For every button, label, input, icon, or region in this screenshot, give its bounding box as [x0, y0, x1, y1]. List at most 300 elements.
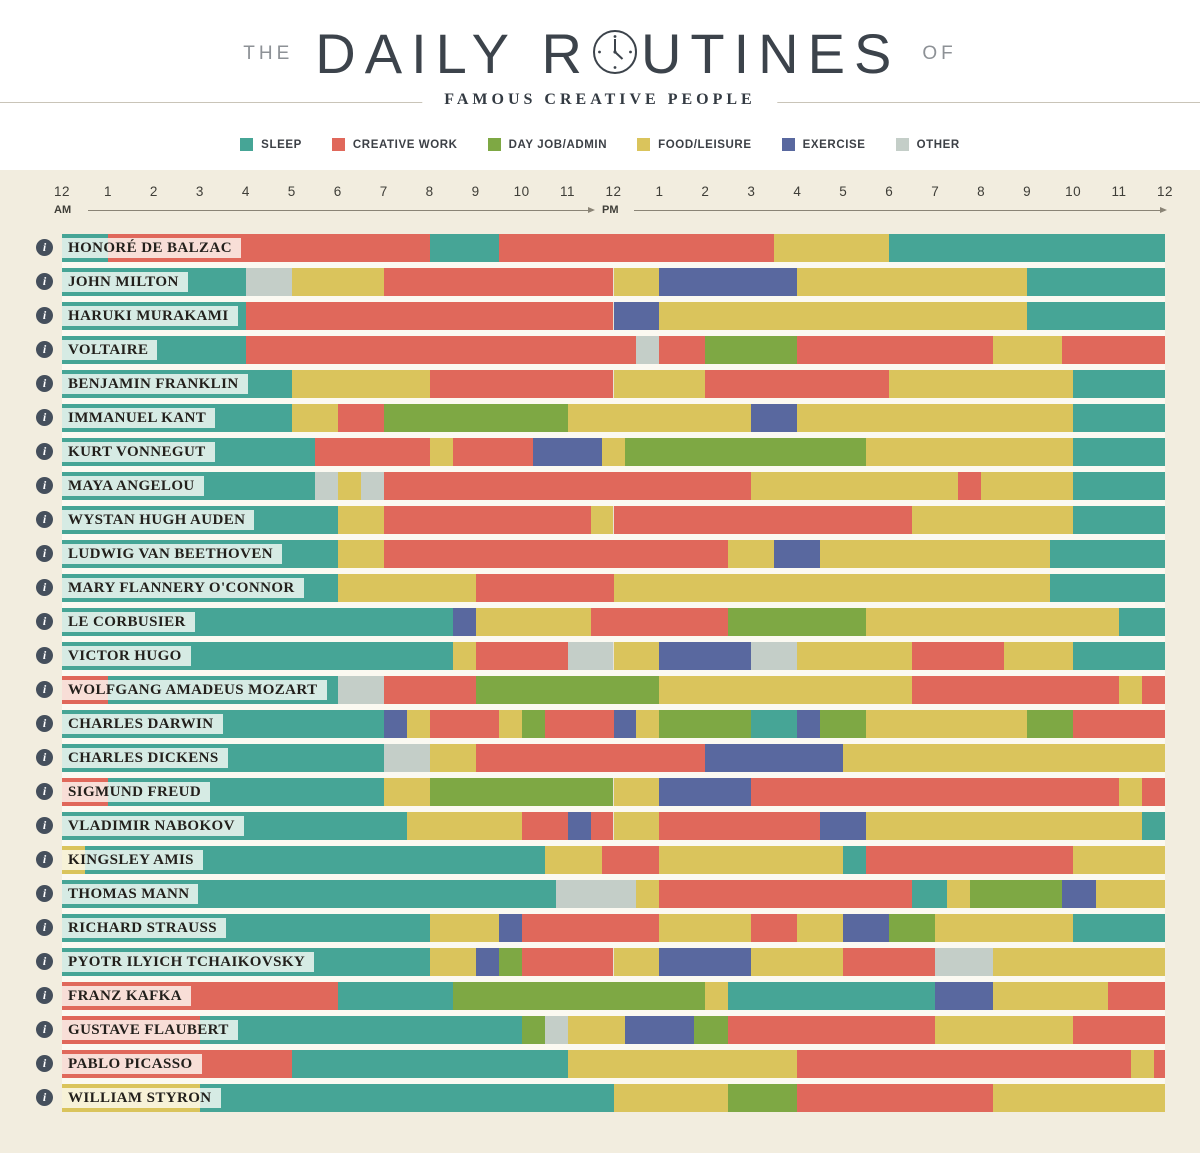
- info-icon[interactable]: i: [36, 341, 53, 358]
- activity-segment-sleep: [1027, 268, 1165, 296]
- routine-row: [42, 1084, 1165, 1112]
- legend-item-dayjob: [488, 138, 608, 151]
- activity-segment-creative: [246, 302, 614, 330]
- info-icon[interactable]: i: [36, 1021, 53, 1038]
- activity-segment-sleep: [1073, 472, 1165, 500]
- legend-swatch-dayjob: [488, 138, 501, 151]
- activity-segment-dayjob: [889, 914, 935, 942]
- activity-segment-dayjob: [522, 710, 545, 738]
- activity-segment-food: [774, 234, 889, 262]
- activity-segment-food: [751, 472, 958, 500]
- activity-segment-dayjob: [970, 880, 1062, 908]
- hour-tick: 9: [1023, 184, 1032, 199]
- routine-row: [42, 778, 1165, 806]
- info-icon[interactable]: i: [36, 443, 53, 460]
- legend-label: FOOD/LEISURE: [658, 138, 752, 151]
- activity-segment-food: [797, 914, 843, 942]
- activity-segment-creative: [545, 710, 614, 738]
- time-axis: [53, 182, 1174, 234]
- activity-segment-food: [338, 506, 384, 534]
- activity-segment-creative: [1062, 336, 1165, 364]
- routine-row: [42, 404, 1165, 432]
- activity-segment-creative: [384, 676, 476, 704]
- info-icon[interactable]: i: [36, 1089, 53, 1106]
- activity-segment-creative: [866, 846, 1073, 874]
- axis-arrow-pm: [634, 210, 1165, 211]
- activity-segment-creative: [912, 642, 1004, 670]
- person-name: LE CORBUSIER: [62, 612, 195, 632]
- activity-segment-food: [430, 438, 453, 466]
- activity-segment-sleep: [338, 982, 453, 1010]
- activity-segment-dayjob: [384, 404, 568, 432]
- info-icon[interactable]: i: [36, 477, 53, 494]
- activity-segment-creative: [728, 1016, 935, 1044]
- activity-segment-exercise: [659, 268, 797, 296]
- title-of-label: OF: [922, 43, 957, 64]
- routine-row: [42, 506, 1165, 534]
- person-name: PYOTR ILYICH TCHAIKOVSKY: [62, 952, 314, 972]
- activity-segment-exercise: [705, 744, 843, 772]
- hour-tick: 7: [931, 184, 940, 199]
- routine-row: [42, 608, 1165, 636]
- activity-segment-exercise: [476, 948, 499, 976]
- activity-segment-creative: [602, 846, 659, 874]
- person-name: KURT VONNEGUT: [62, 442, 215, 462]
- person-name: PABLO PICASSO: [62, 1054, 202, 1074]
- legend-swatch-exercise: [782, 138, 795, 151]
- activity-segment-food: [993, 336, 1062, 364]
- legend-swatch-creative: [332, 138, 345, 151]
- activity-segment-food: [614, 574, 1051, 602]
- routine-row: [42, 268, 1165, 296]
- activity-segment-other: [246, 268, 292, 296]
- hour-tick: 11: [560, 184, 576, 199]
- activity-segment-food: [659, 676, 912, 704]
- activity-segment-food: [636, 880, 659, 908]
- activity-segment-other: [556, 880, 636, 908]
- activity-segment-exercise: [1062, 880, 1096, 908]
- person-name: FRANZ KAFKA: [62, 986, 191, 1006]
- activity-segment-creative: [797, 1050, 1130, 1078]
- activity-segment-creative: [591, 812, 614, 840]
- hour-tick: 4: [793, 184, 802, 199]
- activity-segment-creative: [659, 336, 705, 364]
- activity-segment-creative: [659, 880, 912, 908]
- activity-segment-sleep: [1050, 574, 1165, 602]
- legend-item-exercise: [782, 138, 866, 151]
- activity-segment-food: [935, 1016, 1073, 1044]
- legend-swatch-sleep: [240, 138, 253, 151]
- routine-row: [42, 914, 1165, 942]
- activity-segment-dayjob: [1027, 710, 1073, 738]
- chart: [0, 170, 1200, 1112]
- activity-segment-creative: [659, 812, 820, 840]
- activity-segment-food: [751, 948, 843, 976]
- activity-segment-food: [866, 608, 1119, 636]
- person-name: KINGSLEY AMIS: [62, 850, 203, 870]
- activity-segment-exercise: [625, 1016, 694, 1044]
- activity-segment-food: [614, 642, 660, 670]
- title-text-1: DAILY R: [315, 22, 591, 85]
- legend-swatch-other: [896, 138, 909, 151]
- activity-segment-exercise: [614, 710, 637, 738]
- axis-arrow-am: [88, 210, 593, 211]
- activity-segment-creative: [1073, 1016, 1165, 1044]
- hour-tick: 8: [425, 184, 434, 199]
- activity-segment-food: [935, 914, 1073, 942]
- hour-tick: 10: [513, 184, 530, 199]
- activity-segment-food: [1004, 642, 1073, 670]
- activity-segment-creative: [384, 506, 591, 534]
- activity-segment-food: [407, 710, 430, 738]
- hour-tick: 6: [333, 184, 342, 199]
- activity-segment-other: [384, 744, 430, 772]
- person-name: WYSTAN HUGH AUDEN: [62, 510, 254, 530]
- activity-segment-creative: [476, 574, 614, 602]
- am-label: AM: [54, 204, 72, 216]
- legend-label: DAY JOB/ADMIN: [508, 138, 608, 151]
- activity-segment-sleep: [430, 234, 499, 262]
- routine-row: [42, 234, 1165, 262]
- activity-segment-exercise: [935, 982, 992, 1010]
- activity-segment-sleep: [912, 880, 946, 908]
- activity-segment-food: [636, 710, 659, 738]
- activity-segment-creative: [1073, 710, 1165, 738]
- hour-tick: 10: [1065, 184, 1082, 199]
- legend: [0, 138, 1200, 151]
- title-main: [315, 22, 901, 85]
- person-name: WILLIAM STYRON: [62, 1088, 221, 1108]
- activity-segment-food: [614, 1084, 729, 1112]
- person-name: VICTOR HUGO: [62, 646, 191, 666]
- activity-segment-other: [361, 472, 384, 500]
- person-name: VLADIMIR NABOKOV: [62, 816, 244, 836]
- activity-segment-exercise: [820, 812, 866, 840]
- activity-segment-exercise: [614, 302, 660, 330]
- info-icon[interactable]: i: [36, 375, 53, 392]
- hour-tick: 9: [471, 184, 480, 199]
- activity-segment-food: [1119, 778, 1142, 806]
- activity-segment-sleep: [1119, 608, 1165, 636]
- activity-segment-creative: [453, 438, 533, 466]
- hour-tick: 5: [839, 184, 848, 199]
- activity-segment-sleep: [1027, 302, 1165, 330]
- person-name: CHARLES DICKENS: [62, 748, 228, 768]
- info-icon[interactable]: i: [36, 579, 53, 596]
- activity-segment-food: [797, 404, 1073, 432]
- activity-segment-food: [430, 948, 476, 976]
- legend-label: OTHER: [916, 138, 960, 151]
- activity-segment-food: [292, 404, 338, 432]
- routine-row: [42, 1016, 1165, 1044]
- activity-segment-food: [614, 268, 660, 296]
- info-icon[interactable]: i: [36, 953, 53, 970]
- activity-segment-sleep: [751, 710, 797, 738]
- activity-segment-food: [614, 370, 706, 398]
- info-icon[interactable]: i: [36, 545, 53, 562]
- routine-row: [42, 982, 1165, 1010]
- activity-segment-food: [797, 268, 1027, 296]
- activity-segment-food: [659, 914, 751, 942]
- activity-segment-creative: [476, 642, 568, 670]
- activity-segment-food: [1119, 676, 1142, 704]
- routine-row: [42, 812, 1165, 840]
- activity-segment-food: [912, 506, 1073, 534]
- title-text-2: UTINES: [640, 22, 901, 85]
- activity-segment-food: [993, 1084, 1165, 1112]
- activity-segment-food: [602, 438, 625, 466]
- pm-label: PM: [602, 204, 619, 216]
- clock-icon: [591, 28, 639, 76]
- activity-segment-exercise: [751, 404, 797, 432]
- activity-segment-creative: [591, 608, 729, 636]
- activity-segment-creative: [1142, 778, 1165, 806]
- person-name: HARUKI MURAKAMI: [62, 306, 238, 326]
- activity-segment-food: [1096, 880, 1165, 908]
- info-icon[interactable]: i: [36, 715, 53, 732]
- activity-segment-dayjob: [453, 982, 706, 1010]
- activity-segment-food: [866, 812, 1142, 840]
- info-icon[interactable]: i: [36, 1055, 53, 1072]
- activity-segment-other: [545, 1016, 568, 1044]
- activity-segment-sleep: [889, 234, 1165, 262]
- info-icon[interactable]: i: [36, 511, 53, 528]
- routine-row: [42, 472, 1165, 500]
- hour-tick: 12: [53, 184, 71, 199]
- routine-row: [42, 676, 1165, 704]
- person-name: CHARLES DARWIN: [62, 714, 223, 734]
- hour-tick: 6: [885, 184, 894, 199]
- activity-segment-creative: [1154, 1050, 1165, 1078]
- activity-segment-creative: [430, 370, 614, 398]
- activity-segment-creative: [522, 948, 614, 976]
- hour-tick: 12: [605, 184, 622, 199]
- hour-tick: 12: [1156, 184, 1174, 199]
- activity-segment-sleep: [1073, 404, 1165, 432]
- routine-row: [42, 336, 1165, 364]
- activity-segment-creative: [705, 370, 889, 398]
- person-name: SIGMUND FREUD: [62, 782, 210, 802]
- activity-segment-exercise: [384, 710, 407, 738]
- routine-rows: [42, 234, 1165, 1112]
- activity-segment-creative: [522, 914, 660, 942]
- person-name: BENJAMIN FRANKLIN: [62, 374, 248, 394]
- hour-tick: 1: [655, 184, 664, 199]
- activity-segment-sleep: [1073, 914, 1165, 942]
- header: [0, 0, 1200, 170]
- activity-segment-sleep: [1073, 370, 1165, 398]
- routine-row: [42, 880, 1165, 908]
- activity-segment-other: [935, 948, 992, 976]
- activity-segment-food: [889, 370, 1073, 398]
- legend-label: SLEEP: [261, 138, 302, 151]
- routine-row: [42, 744, 1165, 772]
- activity-segment-food: [797, 642, 912, 670]
- activity-segment-sleep: [1142, 812, 1165, 840]
- activity-segment-exercise: [659, 948, 751, 976]
- info-icon[interactable]: i: [36, 749, 53, 766]
- activity-segment-creative: [1108, 982, 1165, 1010]
- activity-segment-exercise: [659, 778, 751, 806]
- routine-row: [42, 846, 1165, 874]
- activity-segment-food: [292, 268, 384, 296]
- activity-segment-food: [993, 982, 1108, 1010]
- activity-segment-creative: [797, 336, 992, 364]
- activity-segment-food: [568, 1050, 798, 1078]
- activity-segment-dayjob: [499, 948, 522, 976]
- activity-segment-other: [338, 676, 384, 704]
- activity-segment-food: [568, 1016, 625, 1044]
- activity-segment-food: [820, 540, 1050, 568]
- info-icon[interactable]: i: [36, 239, 53, 256]
- activity-segment-food: [545, 846, 602, 874]
- activity-segment-sleep: [728, 982, 935, 1010]
- activity-segment-creative: [751, 778, 1119, 806]
- subtitle: FAMOUS CREATIVE PEOPLE: [422, 91, 777, 109]
- activity-segment-sleep: [1073, 642, 1165, 670]
- activity-segment-creative: [912, 676, 1119, 704]
- activity-segment-creative: [384, 472, 752, 500]
- hour-tick: 2: [701, 184, 710, 199]
- activity-segment-other: [568, 642, 614, 670]
- info-icon[interactable]: i: [36, 613, 53, 630]
- activity-segment-food: [1073, 846, 1165, 874]
- activity-segment-food: [338, 540, 384, 568]
- person-name: LUDWIG VAN BEETHOVEN: [62, 544, 282, 564]
- info-icon[interactable]: i: [36, 817, 53, 834]
- activity-segment-exercise: [774, 540, 820, 568]
- activity-segment-dayjob: [705, 336, 797, 364]
- routine-row: [42, 302, 1165, 330]
- activity-segment-food: [866, 710, 1027, 738]
- activity-segment-food: [430, 744, 476, 772]
- activity-segment-food: [614, 812, 660, 840]
- legend-label: CREATIVE WORK: [352, 138, 458, 151]
- activity-segment-food: [659, 846, 843, 874]
- routine-row: [42, 642, 1165, 670]
- activity-segment-exercise: [499, 914, 522, 942]
- activity-segment-dayjob: [522, 1016, 545, 1044]
- activity-segment-dayjob: [728, 608, 866, 636]
- hour-tick: 1: [103, 184, 112, 199]
- hour-tick: 3: [195, 184, 204, 199]
- activity-segment-exercise: [453, 608, 476, 636]
- info-icon[interactable]: i: [36, 647, 53, 664]
- activity-segment-creative: [315, 438, 430, 466]
- person-name: RICHARD STRAUSS: [62, 918, 226, 938]
- activity-segment-exercise: [659, 642, 751, 670]
- person-name: WOLFGANG AMADEUS MOZART: [62, 680, 327, 700]
- activity-segment-food: [843, 744, 1165, 772]
- info-icon[interactable]: i: [36, 783, 53, 800]
- activity-segment-creative: [499, 234, 775, 262]
- activity-segment-sleep: [292, 1050, 568, 1078]
- info-icon[interactable]: i: [36, 851, 53, 868]
- info-icon[interactable]: i: [36, 273, 53, 290]
- routine-row: [42, 710, 1165, 738]
- info-icon[interactable]: i: [36, 681, 53, 698]
- legend-item-other: [896, 138, 960, 151]
- info-icon[interactable]: i: [36, 919, 53, 936]
- activity-segment-other: [636, 336, 659, 364]
- person-name: JOHN MILTON: [62, 272, 188, 292]
- activity-segment-sleep: [843, 846, 866, 874]
- activity-segment-dayjob: [728, 1084, 797, 1112]
- page-title: [0, 22, 1200, 86]
- activity-segment-sleep: [200, 1084, 614, 1112]
- activity-segment-dayjob: [625, 438, 866, 466]
- person-name: HONORÉ DE BALZAC: [62, 238, 241, 258]
- activity-segment-food: [659, 302, 1027, 330]
- activity-segment-creative: [751, 914, 797, 942]
- hour-tick: 11: [1111, 184, 1127, 199]
- activity-segment-food: [384, 778, 430, 806]
- activity-segment-creative: [1142, 676, 1165, 704]
- activity-segment-other: [315, 472, 338, 500]
- info-icon[interactable]: i: [36, 987, 53, 1004]
- routine-row: [42, 574, 1165, 602]
- activity-segment-food: [407, 812, 522, 840]
- activity-segment-food: [453, 642, 476, 670]
- activity-segment-food: [476, 608, 591, 636]
- activity-segment-creative: [522, 812, 568, 840]
- legend-item-food: [637, 138, 751, 151]
- activity-segment-creative: [338, 404, 384, 432]
- activity-segment-food: [705, 982, 728, 1010]
- legend-swatch-food: [637, 138, 650, 151]
- activity-segment-food: [430, 914, 499, 942]
- info-icon[interactable]: i: [36, 885, 53, 902]
- activity-segment-sleep: [1050, 540, 1165, 568]
- title-the-label: THE: [243, 43, 294, 64]
- person-name: VOLTAIRE: [62, 340, 157, 360]
- hour-tick: 2: [149, 184, 158, 199]
- hour-tick: 7: [379, 184, 388, 199]
- person-name: MARY FLANNERY O'CONNOR: [62, 578, 304, 598]
- activity-segment-other: [751, 642, 797, 670]
- activity-segment-dayjob: [694, 1016, 728, 1044]
- activity-segment-dayjob: [659, 710, 751, 738]
- activity-segment-creative: [384, 268, 614, 296]
- hour-tick: 8: [977, 184, 986, 199]
- activity-segment-food: [728, 540, 774, 568]
- activity-segment-food: [947, 880, 970, 908]
- activity-segment-food: [866, 438, 1073, 466]
- activity-segment-dayjob: [430, 778, 614, 806]
- activity-segment-creative: [476, 744, 706, 772]
- activity-segment-food: [1131, 1050, 1154, 1078]
- legend-item-sleep: [240, 138, 302, 151]
- activity-segment-food: [338, 574, 476, 602]
- activity-segment-food: [499, 710, 522, 738]
- activity-segment-creative: [430, 710, 499, 738]
- routine-row: [42, 370, 1165, 398]
- activity-segment-creative: [958, 472, 981, 500]
- routine-row: [42, 540, 1165, 568]
- activity-segment-exercise: [568, 812, 591, 840]
- activity-segment-exercise: [533, 438, 602, 466]
- activity-segment-food: [993, 948, 1165, 976]
- activity-segment-exercise: [797, 710, 820, 738]
- hour-tick: 5: [287, 184, 296, 199]
- activity-segment-food: [591, 506, 614, 534]
- activity-segment-food: [981, 472, 1073, 500]
- activity-segment-creative: [384, 540, 729, 568]
- routine-row: [42, 438, 1165, 466]
- info-icon[interactable]: i: [36, 307, 53, 324]
- info-icon[interactable]: i: [36, 409, 53, 426]
- person-name: GUSTAVE FLAUBERT: [62, 1020, 238, 1040]
